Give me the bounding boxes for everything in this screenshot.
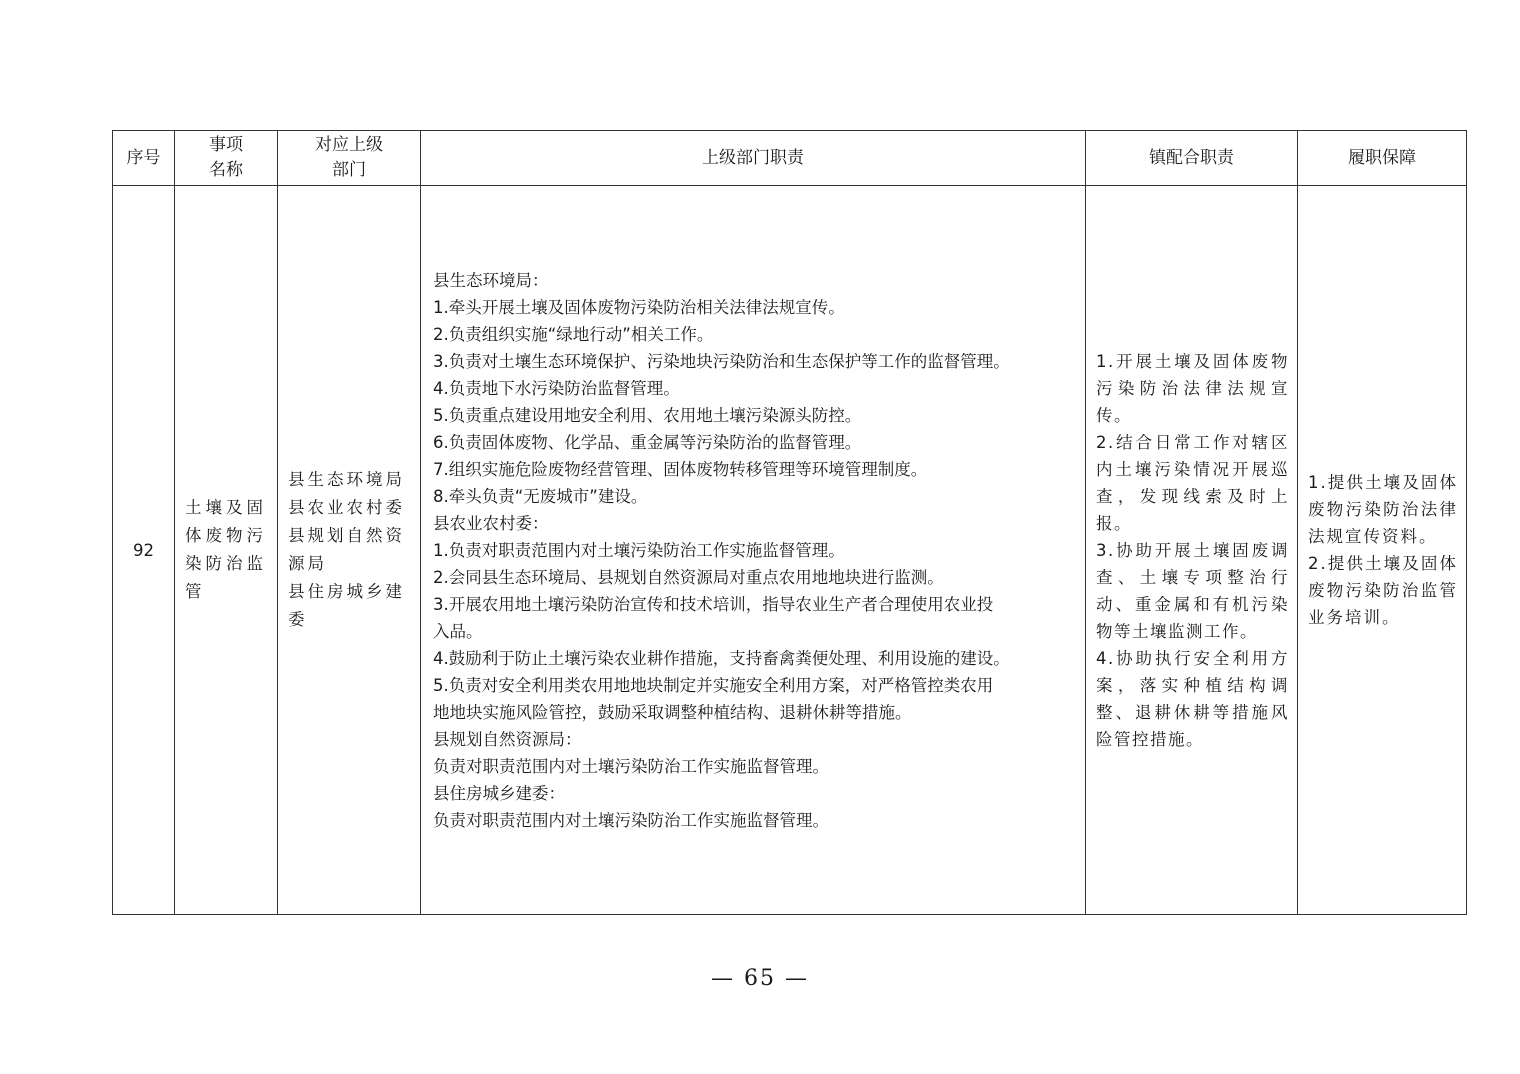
duty-line: 2.会同县生态环境局、县规划自然资源局对重点农用地地块进行监测。 [433,567,944,587]
header-item-name-line2: 名称 [209,160,243,180]
guarantee-item: 2.提供土壤及固体废物污染防治监管业务培训。 [1308,554,1458,627]
header-town-duty: 镇配合职责 [1086,131,1298,186]
duty-line: 6.负责固体废物、化学品、重金属等污染防治的监督管理。 [433,432,862,452]
department-line: 县住房城乡建委 [288,582,405,629]
department-line: 县农业农村委 [288,498,405,517]
header-department [278,131,421,186]
duty-line: 7.组织实施危险废物经营管理、固体废物转移管理等环境管理制度。 [433,459,928,479]
header-upper-duty: 上级部门职责 [421,131,1086,186]
duty-line: 负责对职责范围内对土壤污染防治工作实施监督管理。 [433,756,829,776]
guarantee-item: 1.提供土壤及固体废物污染防治法律法规宣传资料。 [1308,473,1458,546]
cell-seq: 92 [113,186,175,915]
header-guarantee: 履职保障 [1298,131,1467,186]
duty-line: 地地块实施风险管控，鼓励采取调整种植结构、退耕休耕等措施。 [433,702,912,722]
duty-line: 入品。 [433,621,483,641]
header-department-line1: 对应上级 [315,135,383,155]
header-item-name-line1: 事项 [209,135,243,155]
department-line: 县生态环境局 [288,470,405,489]
department-line: 县规划自然资源局 [288,526,405,573]
duty-line: 5.负责重点建设用地安全利用、农用地土壤污染源头防控。 [433,405,862,425]
town-duty-item: 2.结合日常工作对辖区内土壤污染情况开展巡查，发现线索及时上报。 [1096,432,1289,533]
duty-line: 1.牵头开展土壤及固体废物污染防治相关法律法规宣传。 [433,297,845,317]
page-number: — 65 — [711,966,809,991]
cell-upper-duty [421,186,1086,915]
duty-line: 县生态环境局： [433,270,549,290]
duty-line: 4.负责地下水污染防治监督管理。 [433,378,680,398]
header-item-name [175,131,278,186]
duty-line: 3.负责对土壤生态环境保护、污染地块污染防治和生态保护等工作的监督管理。 [433,351,1010,371]
duty-line: 县规划自然资源局： [433,729,582,749]
header-seq: 序号 [113,131,175,186]
town-duty-item: 4.协助执行安全利用方案，落实种植结构调整、退耕休耕等措施风险管控措施。 [1096,648,1289,749]
cell-guarantee [1298,186,1467,915]
duty-line: 1.负责对职责范围内对土壤污染防治工作实施监督管理。 [433,540,845,560]
duty-table [112,130,1467,915]
cell-town-duty [1086,186,1298,915]
duty-line: 2.负责组织实施“绿地行动”相关工作。 [433,324,714,344]
cell-item-name: 土壤及固体废物污染防治监管 [175,186,278,915]
duty-line: 8.牵头负责“无废城市”建设。 [433,486,648,506]
town-duty-item: 3.协助开展土壤固废调查、土壤专项整治行动、重金属和有机污染物等土壤监测工作。 [1096,540,1289,641]
cell-departments [278,186,421,915]
header-row [113,131,1467,186]
town-duty-item: 1.开展土壤及固体废物污染防治法律法规宣传。 [1096,351,1289,425]
header-department-line2: 部门 [332,160,366,180]
duty-line: 县农业农村委： [433,513,549,533]
duty-line: 负责对职责范围内对土壤污染防治工作实施监督管理。 [433,810,829,830]
table-row [113,186,1467,915]
duty-line: 3.开展农用地土壤污染防治宣传和技术培训，指导农业生产者合理使用农业投 [433,594,994,614]
duty-line: 县住房城乡建委： [433,783,565,803]
duty-line: 5.负责对安全利用类农用地地块制定并实施安全利用方案，对严格管控类农用 [433,675,994,695]
duty-line: 4.鼓励利于防止土壤污染农业耕作措施，支持畜禽粪便处理、利用设施的建设。 [433,648,1010,668]
